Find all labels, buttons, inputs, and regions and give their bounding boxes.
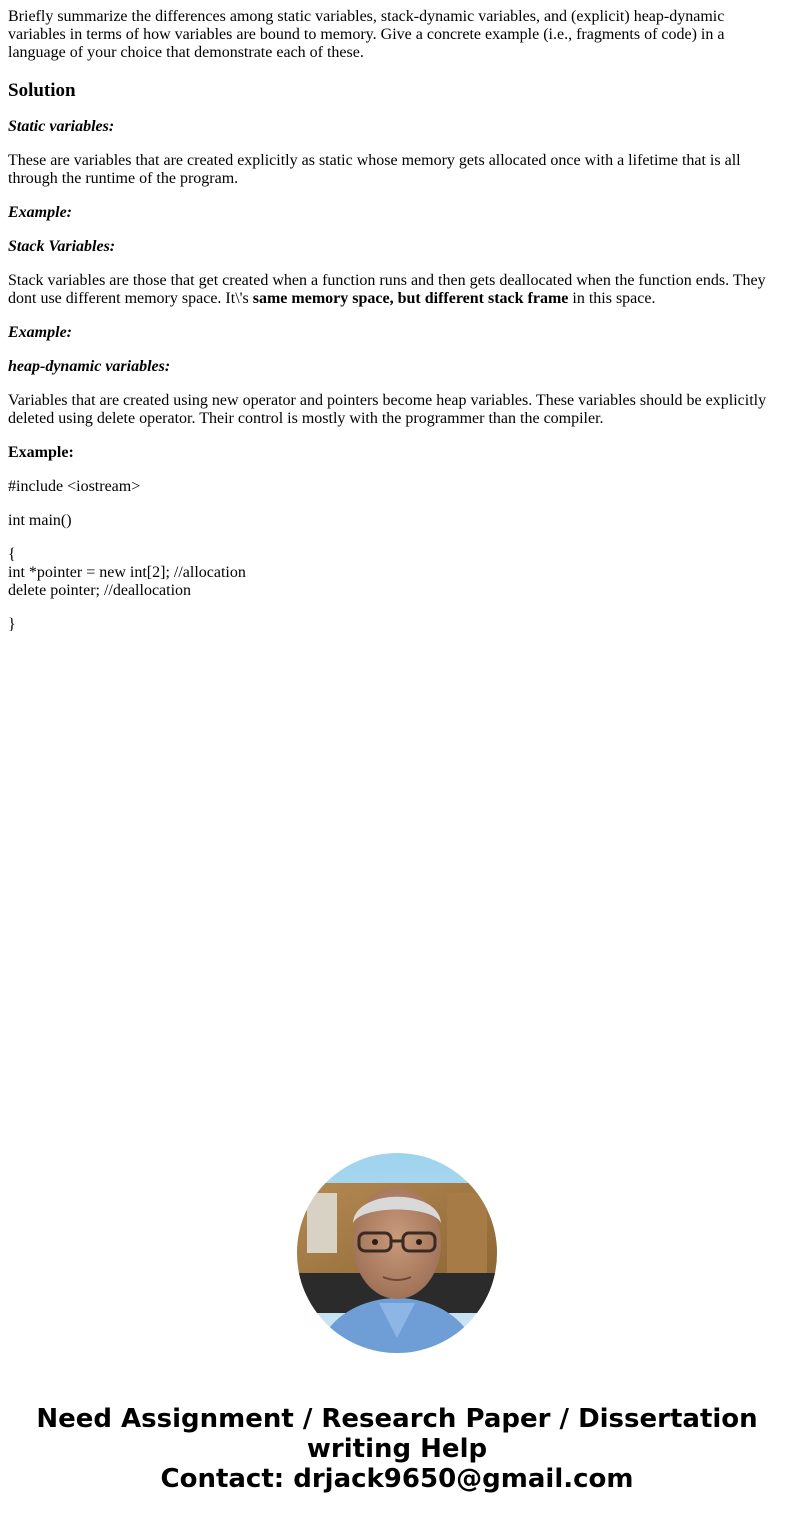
code-close-brace: } <box>8 616 16 633</box>
heap-example-label: Example: <box>8 444 74 461</box>
code-alloc-line: int *pointer = new int[2]; //allocation <box>8 564 246 581</box>
code-open-brace: { <box>8 546 16 563</box>
stack-example-label: Example: <box>8 324 72 341</box>
heap-description: Variables that are created using new operator and pointers become heap variables. These variables should be explicitly deleted using delete operator. Their control is mostly with the programmer than the compiler. <box>8 392 767 427</box>
code-dealloc-line: delete pointer; //deallocation <box>8 582 192 599</box>
author-avatar <box>297 1153 497 1353</box>
contact-footer <box>0 1404 794 1494</box>
stack-heading: Stack Variables: <box>8 238 116 255</box>
question-text: Briefly summarize the differences among static variables, stack-dynamic variables, and (explicit) heap-dynamic variables in terms of how variables are bound to memory. Give a concrete example (i.e., fragments of code) in a language of your choice that demonstrate each of these. <box>8 8 725 61</box>
stack-text-before: Stack variables are those that get created when a function runs and then gets deallocated when the function ends. They dont use different memory space. It\'s <box>8 272 766 307</box>
static-heading: Static variables: <box>8 118 115 135</box>
code-block <box>8 546 778 600</box>
author-photo-icon <box>297 1153 497 1353</box>
heap-heading: heap-dynamic variables: <box>8 358 171 375</box>
stack-text-bold: same memory space, but different stack frame <box>252 290 569 307</box>
code-include-line: #include <iostream> <box>8 478 141 495</box>
stack-description <box>8 272 778 308</box>
footer-contact-line: Contact: drjack9650@gmail.com <box>160 1464 634 1494</box>
stack-text-after: in this space. <box>568 290 656 307</box>
footer-line-1: Need Assignment / Research Paper / Dissertation <box>36 1404 758 1434</box>
solution-heading: Solution <box>8 80 76 101</box>
solution-document <box>8 8 778 650</box>
code-main-line: int main() <box>8 512 72 529</box>
footer-line-2: writing Help <box>306 1434 488 1464</box>
static-example-label: Example: <box>8 204 72 221</box>
static-description: These are variables that are created explicitly as static whose memory gets allocated once with a lifetime that is all through the runtime of the program. <box>8 152 741 187</box>
